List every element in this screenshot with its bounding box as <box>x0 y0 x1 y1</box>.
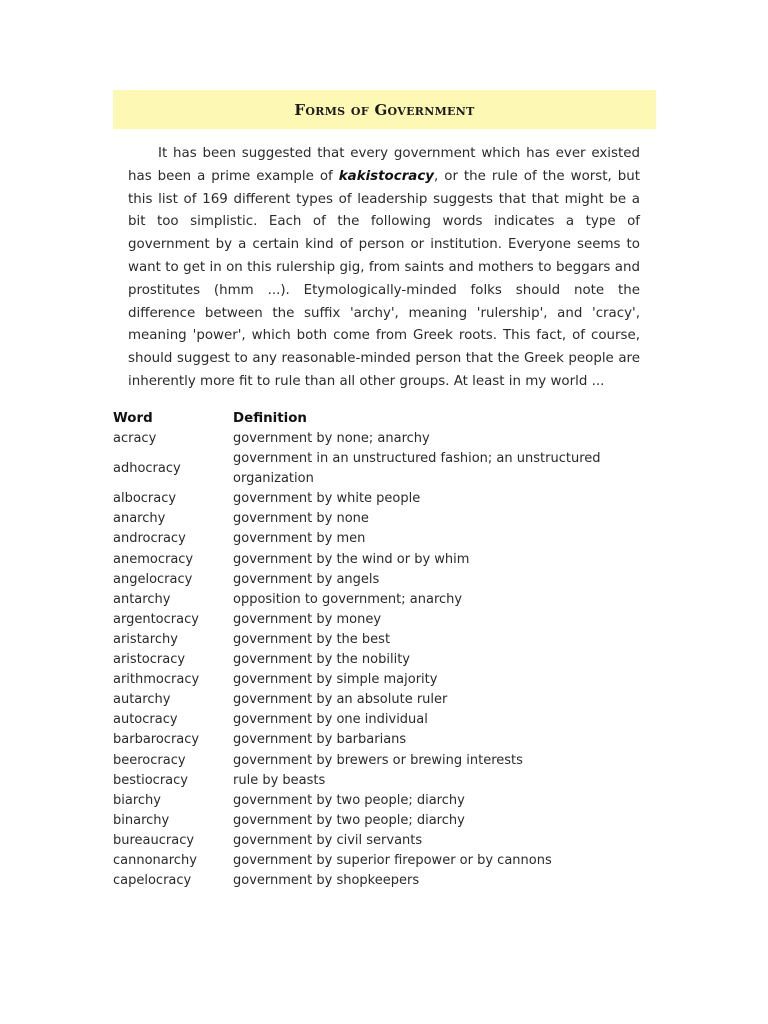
definition-cell: government by an absolute ruler <box>233 692 448 708</box>
definition-cell: government in an unstructured fashion; an unstructured organization <box>233 451 601 487</box>
definition-cell: government by men <box>233 531 366 547</box>
term-cell: aristarchy <box>113 631 178 647</box>
term-cell: acracy <box>113 431 157 446</box>
term-cell: anarchy <box>113 511 166 527</box>
definition-cell: government by money <box>233 611 382 627</box>
term-cell: adhocracy <box>113 461 181 477</box>
term-cell: antarchy <box>113 591 171 607</box>
table-row <box>113 449 643 489</box>
table-row <box>113 811 643 831</box>
table-row <box>113 831 643 851</box>
table-row <box>113 710 643 730</box>
table-header-row <box>113 408 643 429</box>
definition-cell: government by the wind or by whim <box>233 551 470 567</box>
term-cell: arithmocracy <box>113 672 200 688</box>
definition-cell: government by brewers or brewing interests <box>233 752 523 768</box>
term-cell: bureaucracy <box>113 832 195 848</box>
term-cell: aristocracy <box>113 652 186 668</box>
table-row <box>113 509 643 529</box>
definition-cell: government by white people <box>233 491 421 507</box>
definition-cell: government by barbarians <box>233 732 407 748</box>
definition-cell: government by the nobility <box>233 652 410 668</box>
column-header-word: Word <box>113 411 153 426</box>
title-banner <box>113 90 656 129</box>
table-row <box>113 610 643 630</box>
column-header-definition: Definition <box>233 411 307 426</box>
definition-cell: government by two people; diarchy <box>233 812 465 828</box>
intro-emphasis: kakistocracy <box>338 168 435 184</box>
term-cell: capelocracy <box>113 873 192 889</box>
table-row <box>113 751 643 771</box>
table-row <box>113 871 643 891</box>
term-cell: biarchy <box>113 792 161 808</box>
table-row <box>113 730 643 750</box>
definition-cell: government by shopkeepers <box>233 873 420 889</box>
table-row <box>113 630 643 650</box>
table-row <box>113 851 643 871</box>
term-cell: androcracy <box>113 531 186 547</box>
definition-cell: opposition to government; anarchy <box>233 591 463 607</box>
term-cell: argentocracy <box>113 611 199 627</box>
table-row <box>113 429 643 449</box>
definition-cell: government by angels <box>233 571 380 587</box>
table-row <box>113 771 643 791</box>
term-cell: autocracy <box>113 712 178 728</box>
term-cell: angelocracy <box>113 571 193 587</box>
definition-cell: government by the best <box>233 631 391 647</box>
term-cell: barbarocracy <box>113 732 200 748</box>
table-row <box>113 550 643 570</box>
term-cell: beerocracy <box>113 752 186 768</box>
table-row <box>113 529 643 549</box>
glossary-table <box>113 408 643 891</box>
table-row <box>113 489 643 509</box>
table-row <box>113 670 643 690</box>
definition-cell: government by one individual <box>233 712 428 728</box>
table-row <box>113 590 643 610</box>
term-cell: binarchy <box>113 812 170 828</box>
term-cell: albocracy <box>113 491 177 507</box>
table-row <box>113 791 643 811</box>
intro-text-after: , or the rule of the worst, but this list of 169 different types of leadership suggests that that might be a bit too simplistic. Each of the following words indicates a type of government by a certain kind of person or institution. Everyone seems to want to get in on this rulership gig, from saints and mothers to beggars and prostitutes (hmm ...). Etymologically-minded folks should note the difference between the suffix 'archy', meaning 'rulership', and 'cracy', meaning 'power', which both come from Greek roots. This fact, of course, should suggest to any reasonable-minded person that the Greek people are inherently more fit to rule than all other groups. At least in my world ... <box>128 168 640 389</box>
table-row <box>113 690 643 710</box>
definition-cell: government by superior firepower or by cannons <box>233 852 552 868</box>
term-cell: bestiocracy <box>113 772 188 788</box>
intro-paragraph <box>128 143 640 394</box>
table-row <box>113 650 643 670</box>
definition-cell: government by civil servants <box>233 832 423 848</box>
table-body <box>113 429 643 891</box>
definition-cell: government by two people; diarchy <box>233 792 465 808</box>
intro-text-before: It has been suggested that every government which has ever existed has been a prime example of <box>128 146 640 184</box>
definition-cell: government by none <box>233 511 369 527</box>
definition-cell: rule by beasts <box>233 772 326 788</box>
page-title: Forms of Government <box>294 100 475 119</box>
table-row <box>113 570 643 590</box>
definition-cell: government by none; anarchy <box>233 431 430 446</box>
definition-cell: government by simple majority <box>233 672 438 688</box>
term-cell: autarchy <box>113 692 171 708</box>
term-cell: cannonarchy <box>113 852 197 868</box>
term-cell: anemocracy <box>113 551 194 567</box>
